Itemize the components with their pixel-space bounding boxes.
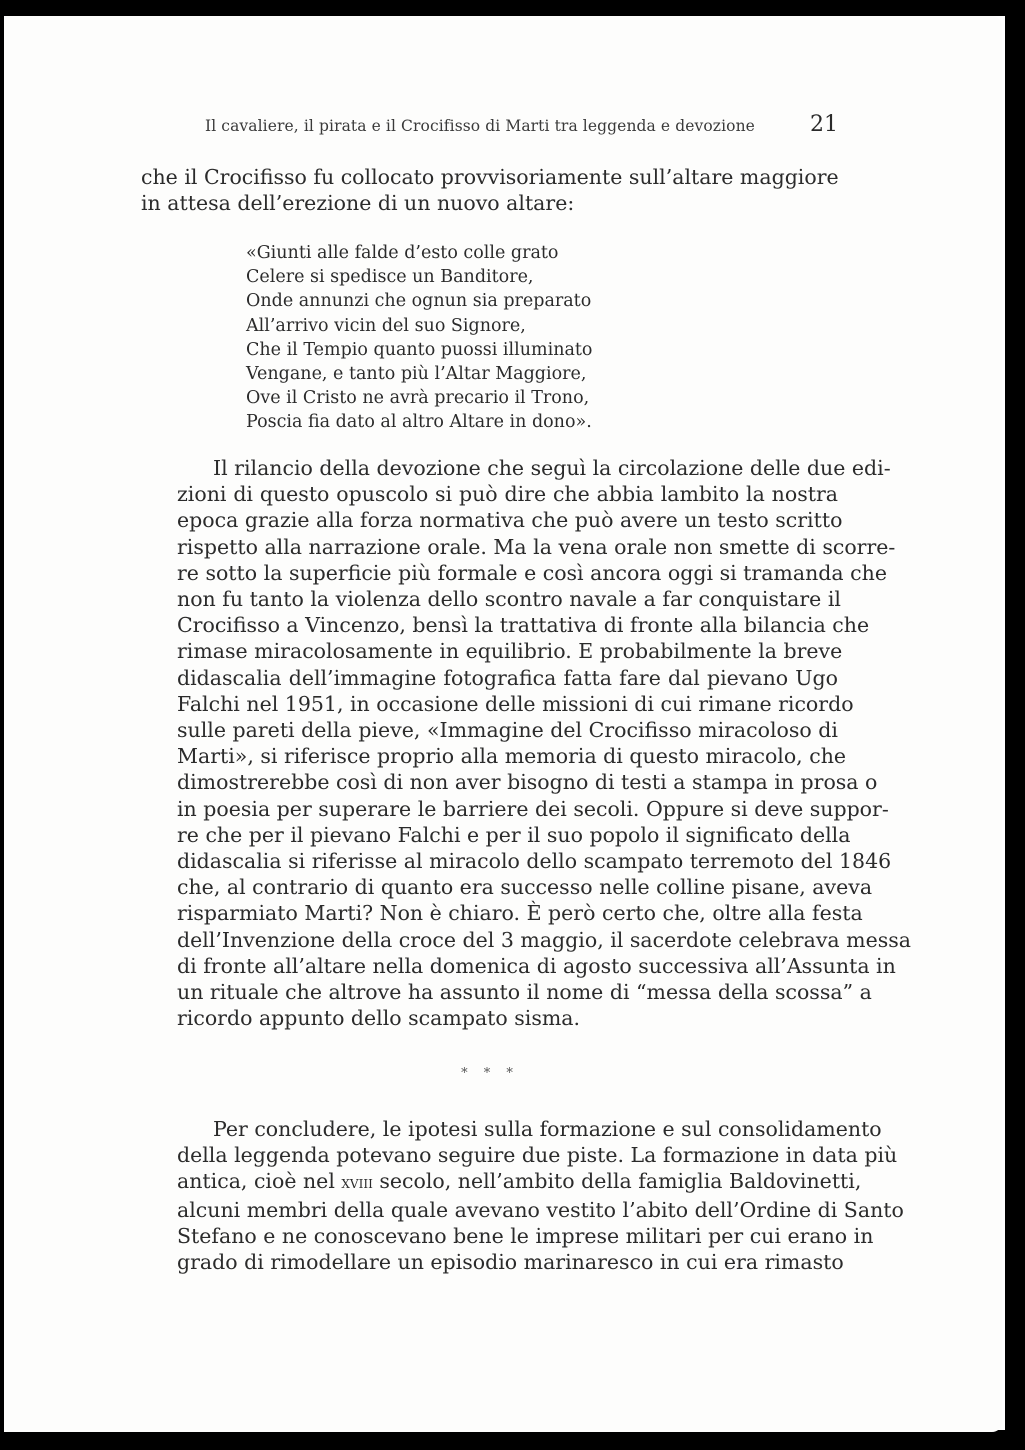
century-numeral: xviii (341, 1173, 373, 1194)
text-line: in poesia per superare le barriere dei secoli. Oppure si deve suppor- (177, 796, 889, 821)
verse-line: Celere si spedisce un Banditore, (246, 267, 534, 288)
text-line: didascalia si riferisse al miracolo dello scampato terremoto del 1846 (177, 849, 892, 874)
verse-line: Poscia fia dato al altro Altare in dono». (246, 412, 592, 433)
text-line: Stefano e ne conoscevano bene le imprese militari per cui erano in (177, 1223, 874, 1248)
text-line: che, al contrario di quanto era successo nelle colline pisane, aveva (177, 875, 873, 900)
scan-bottom-border (0, 1430, 1025, 1450)
text-line (141, 1168, 862, 1196)
text-line: in attesa dell’erezione di un nuovo altare: (141, 191, 575, 216)
verse-line: Che il Tempio quanto puossi illuminato (246, 339, 593, 360)
text-line: ricordo appunto dello scampato sisma. (177, 1006, 581, 1031)
verse-line: Ove il Cristo ne avrà precario il Trono, (246, 388, 590, 409)
text-line: sulle pareti della pieve, «Immagine del Crocifisso miracoloso di (177, 718, 838, 743)
text-line: epoca grazie alla forza normativa che può avere un testo scritto (177, 508, 843, 533)
text-line: Per concludere, le ipotesi sulla formazione e sul consolidamento (213, 1117, 882, 1141)
text-line: rispetto alla narrazione orale. Ma la vena orale non smette di scorre- (177, 534, 896, 559)
running-title: Il cavaliere, il pirata e il Crocifisso di Marti tra leggenda e devozione (205, 117, 755, 135)
intro-paragraph (141, 164, 838, 216)
text-fragment: secolo, nell’ambito della famiglia Baldovinetti, (372, 1169, 862, 1194)
text-line: di fronte all’altare nella domenica di agosto successiva all’Assunta in (177, 953, 896, 978)
text-line: non fu tanto la violenza dello scontro navale a far conquistare il (177, 587, 841, 612)
scan-right-border (1005, 0, 1025, 1450)
verse-quotation (246, 241, 592, 435)
body-paragraph (141, 455, 911, 1031)
text-line: che il Crocifisso fu collocato provvisoriamente sull’altare maggiore (141, 165, 839, 189)
text-line: dimostrerebbe così di non aver bisogno di testi a stampa in prosa o (177, 770, 878, 795)
verse-line: «Giunti alle falde d’esto colle grato (246, 243, 559, 263)
text-line: re che per il pievano Falchi e per il suo popolo il significato della (177, 822, 851, 847)
running-header (205, 112, 838, 142)
text-line: grado di rimodellare un episodio marinaresco in cui era rimasto (177, 1250, 844, 1275)
text-fragment: antica, cioè nel (177, 1169, 342, 1194)
verse-line: Onde annunzi che ognun sia preparato (246, 291, 592, 312)
scan-top-border (0, 0, 1025, 16)
verse-line: All’arrivo vicin del suo Signore, (246, 315, 526, 336)
text-line: un rituale che altrove ha assunto il nome di “messa della scossa” a (177, 980, 872, 1005)
text-line: didascalia dell’immagine fotografica fatta fare dal pievano Ugo (177, 665, 838, 690)
text-line: re sotto la superficie più formale e così ancora oggi si tramanda che (177, 560, 887, 585)
text-line: alcuni membri della quale avevano vestito l’abito dell’Ordine di Santo (177, 1197, 904, 1222)
text-line: Crocifisso a Vincenzo, bensì la trattativa di fronte alla bilancia che (177, 613, 870, 638)
text-line: della leggenda potevano seguire due piste. La formazione in data più (177, 1143, 898, 1168)
text-line: Marti», si riferisce proprio alla memoria di questo miracolo, che (177, 744, 847, 769)
text-line: Il rilancio della devozione che seguì la circolazione delle due edi- (213, 456, 891, 480)
text-line: Falchi nel 1951, in occasione delle missioni di cui rimane ricordo (177, 691, 854, 716)
verse-line: Vengane, e tanto più l’Altar Maggiore, (246, 364, 587, 385)
section-break-asterism: * * * (461, 1066, 519, 1081)
closing-paragraph (141, 1116, 904, 1275)
page-number: 21 (810, 112, 838, 137)
text-line: risparmiato Marti? Non è chiaro. È però certo che, oltre alla festa (177, 901, 863, 926)
text-line: dell’Invenzione della croce del 3 maggio, il sacerdote celebrava messa (177, 927, 911, 952)
text-line: zioni di questo opuscolo si può dire che abbia lambito la nostra (177, 482, 838, 507)
text-line: rimase miracolosamente in equilibrio. E probabilmente la breve (177, 639, 843, 664)
